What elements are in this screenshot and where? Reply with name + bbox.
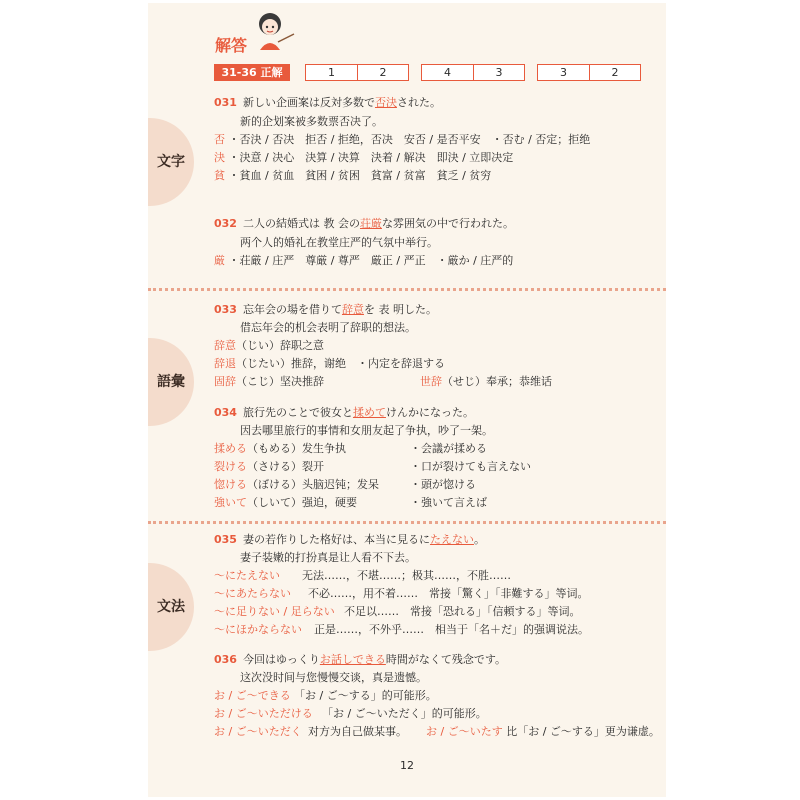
grammar-explanation: 比「お / ご～する」更为谦虚。 — [506, 725, 660, 738]
grammar-row — [214, 605, 581, 619]
question-number: 034 — [214, 406, 237, 419]
vocab-head: 強いて — [214, 496, 247, 509]
question-text: を 表 明した。 — [363, 303, 437, 316]
grammar-explanation: 不足以…… 常接「恐れる」「信頼する」等词。 — [344, 605, 581, 618]
vocab-example: ・会議が揉める — [410, 442, 487, 455]
grammar-explanation: 「お / ご～いただく」的可能形。 — [322, 707, 487, 720]
vocab-meaning: （じい）辞职之意 — [236, 339, 324, 352]
kanji-row — [214, 151, 513, 165]
question-035 — [214, 533, 485, 547]
answer-box-1 — [305, 64, 409, 81]
kanji-head: 否 — [214, 133, 225, 146]
answer-box-2 — [421, 64, 525, 81]
translation: 两个人的婚礼在教堂庄严的气氛中举行。 — [240, 236, 438, 249]
kanji-row — [214, 169, 491, 183]
question-number: 036 — [214, 653, 237, 666]
question-text: された。 — [396, 96, 441, 109]
grammar-row — [214, 587, 589, 601]
page-title: 解答 — [215, 36, 248, 55]
question-033 — [214, 303, 437, 317]
answer-32: 2 — [357, 65, 408, 80]
question-031 — [214, 96, 441, 110]
grammar-pattern: ～にあたらない — [214, 587, 291, 600]
section-tab-moji — [148, 118, 194, 206]
question-032 — [214, 217, 514, 231]
grammar-row — [214, 623, 589, 637]
kanji-row — [214, 133, 590, 147]
question-text: 新しい企画案は反対多数で — [242, 96, 375, 109]
question-number: 032 — [214, 217, 237, 230]
question-036 — [214, 653, 506, 667]
vocab-row — [214, 460, 324, 474]
vocab-meaning: （しいて）强迫，硬要 — [247, 496, 357, 509]
answer-box-3 — [537, 64, 641, 81]
teacher-mascot-icon — [252, 10, 296, 52]
vocab-head: 世辞 — [420, 375, 442, 388]
grammar-pattern: お / ご～いただく — [214, 725, 302, 738]
section-tab-goi — [148, 338, 194, 426]
vocab-row — [214, 357, 445, 371]
kanji-example-extra: ・否む / 否定；拒绝 — [491, 133, 591, 146]
section-divider — [148, 521, 666, 524]
translation: 因去哪里旅行的事情和女朋友起了争执，吵了一架。 — [240, 424, 493, 437]
vocab-head: 裂ける — [214, 460, 247, 473]
question-text: 時間がなくて残念です。 — [385, 653, 506, 666]
question-text: な雰囲気の中で行われた。 — [381, 217, 514, 230]
answer-31: 1 — [328, 66, 335, 79]
question-highlight: 辞意 — [341, 303, 364, 316]
question-highlight: 揉めて — [352, 406, 386, 419]
grammar-explanation: 「お / ご～する」的可能形。 — [294, 689, 437, 702]
vocab-meaning: （ぼける）头脑迟钝；发呆 — [247, 478, 379, 491]
grammar-explanation: 对方为自己做某事。 — [308, 725, 407, 738]
section-tab-label: 文字 — [157, 154, 185, 170]
vocab-meaning: （こじ）坚决推辞 — [236, 375, 324, 388]
vocab-meaning: （せじ）奉承；恭维话 — [442, 375, 552, 388]
question-number: 031 — [214, 96, 237, 109]
grammar-pattern: お / ご～できる — [214, 689, 291, 702]
answer-34: 3 — [473, 65, 524, 80]
grammar-pattern: お / ご～いただける — [214, 707, 313, 720]
kanji-example-extra: ・厳か / 庄严的 — [436, 254, 514, 267]
translation: 新的企划案被多数票否决了。 — [240, 115, 383, 128]
vocab-head: 揉める — [214, 442, 247, 455]
question-text: 妻の若作りした格好は、本当に見るに — [242, 533, 430, 546]
translation: 这次没时间与您慢慢交谈，真是遗憾。 — [240, 671, 427, 684]
vocab-meaning: （もめる）发生争执 — [247, 442, 346, 455]
question-highlight: お話しできる — [319, 653, 386, 666]
answer-36: 2 — [589, 65, 640, 80]
vocab-head: 辞退 — [214, 357, 236, 370]
question-text: 忘年会の場を借りて — [242, 303, 342, 316]
section-divider — [148, 288, 666, 291]
vocab-head: 固辞 — [214, 375, 236, 388]
question-text: 今回はゆっくり — [242, 653, 320, 666]
section-tab-bunpo — [148, 563, 194, 651]
grammar-row — [214, 689, 437, 703]
vocab-row — [214, 442, 346, 456]
vocab-row — [214, 478, 379, 492]
kanji-row — [214, 254, 513, 268]
section-tab-label: 文法 — [157, 599, 185, 615]
vocab-example: ・強いて言えば — [410, 496, 487, 509]
grammar-row — [214, 569, 511, 583]
question-highlight: 否決 — [374, 96, 397, 109]
grammar-row — [214, 707, 487, 721]
vocab-example: ・口が裂けても言えない — [410, 460, 531, 473]
vocab-head: 惚ける — [214, 478, 247, 491]
book-page — [148, 3, 666, 797]
question-number: 033 — [214, 303, 237, 316]
vocab-row — [214, 496, 357, 510]
grammar-pattern: ～にほかならない — [214, 623, 302, 636]
grammar-explanation: 不必……，用不着…… 常接「驚く」「非難する」等词。 — [308, 587, 589, 600]
vocab-row-extra — [420, 375, 552, 389]
grammar-explanation: 无法……，不堪……；极其……，不胜…… — [302, 569, 511, 582]
translation: 借忘年会的机会表明了辞职的想法。 — [240, 321, 416, 334]
grammar-row — [214, 725, 407, 739]
kanji-head: 貧 — [214, 169, 225, 182]
question-number: 035 — [214, 533, 237, 546]
section-tab-label: 語彙 — [157, 374, 185, 390]
question-text: 二人の結婚式は 教 会の — [242, 217, 360, 230]
kanji-examples: ・決意 / 决心 決算 / 决算 決着 / 解决 即決 / 立即决定 — [228, 151, 514, 164]
kanji-examples: ・否決 / 否决 拒否 / 拒绝，否决 安否 / 是否平安 — [228, 133, 492, 146]
answer-35: 3 — [560, 66, 567, 79]
answer-range-badge: 31-36 正解 — [214, 64, 290, 81]
kanji-head: 決 — [214, 151, 225, 164]
kanji-examples: ・荘厳 / 庄严 尊厳 / 尊严 厳正 / 严正 — [228, 254, 437, 267]
vocab-head: 辞意 — [214, 339, 236, 352]
vocab-example: ・頭が惚ける — [410, 478, 476, 491]
vocab-row — [214, 339, 324, 353]
vocab-row — [214, 375, 324, 389]
answer-33: 4 — [444, 66, 451, 79]
translation: 妻子装嫩的打扮真是让人看不下去。 — [240, 551, 416, 564]
grammar-pattern: ～にたえない — [214, 569, 280, 582]
question-highlight: たえない — [429, 533, 474, 546]
grammar-explanation: 正是……，不外乎…… 相当于「名＋だ」的强调说法。 — [314, 623, 589, 636]
kanji-examples: ・貧血 / 贫血 貧困 / 贫困 貧富 / 贫富 貧乏 / 贫穷 — [228, 169, 492, 182]
question-text: けんかになった。 — [385, 406, 474, 419]
grammar-pattern: お / ご～いたす — [426, 725, 503, 738]
question-text: 。 — [473, 533, 485, 546]
page-number: 12 — [400, 759, 414, 772]
vocab-example: ・内定を辞退する — [357, 357, 445, 370]
grammar-row-extra — [426, 725, 660, 739]
question-text: 旅行先のことで彼女と — [242, 406, 353, 419]
vocab-meaning: （じたい）推辞，谢绝 — [236, 357, 357, 370]
question-highlight: 荘厳 — [359, 217, 382, 230]
question-034 — [214, 406, 474, 420]
grammar-pattern: ～に足りない / 足らない — [214, 605, 335, 618]
vocab-meaning: （さける）裂开 — [247, 460, 324, 473]
kanji-head: 厳 — [214, 254, 225, 267]
